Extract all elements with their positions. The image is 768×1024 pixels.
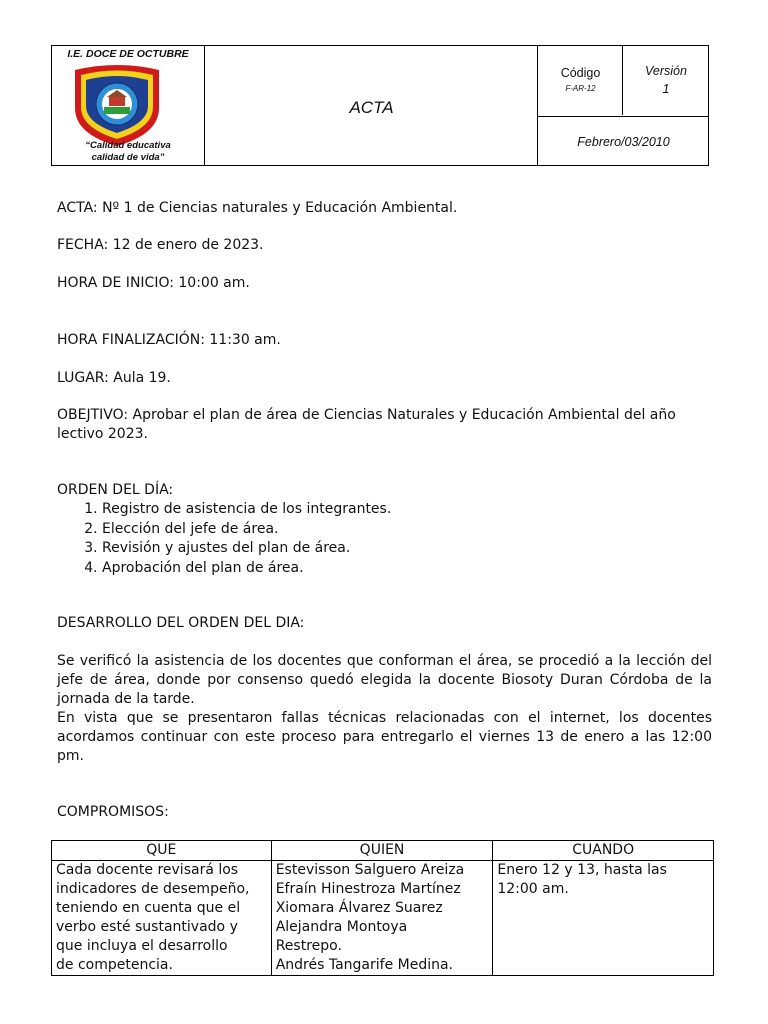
column-header-que: QUE: [52, 841, 272, 861]
desarrollo-paragraph-2: En vista que se presentaron fallas técnicas relacionadas con el internet, los docentes acordamos continuar con este proceso para entregarlo el viernes 13 de enero a las 12:00 pm.: [57, 710, 712, 764]
acta-line: ACTA: Nº 1 de Ciencias naturales y Educación Ambiental.: [57, 200, 458, 216]
desarrollo-paragraph-1: Se verificó la asistencia de los docentes que conforman el área, se procedió a la lección del jefe de área, donde por consenso quedó elegida la docente Biosoty Duran Córdoba de la jornada de la tarde.: [57, 653, 712, 707]
orden-item: 1. Registro de asistencia de los integrantes.: [102, 500, 391, 520]
table-header-row: [52, 841, 714, 861]
orden-item: 4. Aprobación del plan de área.: [102, 559, 391, 579]
hora-inicio-line: HORA DE INICIO: 10:00 am.: [57, 275, 250, 291]
orden-item: 3. Revisión y ajustes del plan de área.: [102, 539, 391, 559]
table-row: [52, 861, 714, 976]
version-label: Versión: [645, 64, 687, 78]
version-value: 1: [662, 82, 670, 96]
objetivo-paragraph: OBEJTIVO: Aprobar el plan de área de Ciencias Naturales y Educación Ambiental del año lectivo 2023.: [57, 407, 676, 442]
header-table: [51, 45, 709, 166]
code-label: Código: [560, 66, 601, 80]
column-header-cuando: CUANDO: [493, 841, 714, 861]
cell-que: Cada docente revisará los indicadores de desempeño, teniendo en cuenta que el verbo esté sustantivado y que incluya el desarrollo de competencia.: [52, 861, 272, 976]
code-value: F-AR-12: [565, 84, 596, 93]
column-header-quien: QUIEN: [271, 841, 493, 861]
school-motto: “Calidad educativa calidad de vida”: [85, 140, 171, 163]
desarrollo-title: DESARROLLO DEL ORDEN DEL DIA:: [57, 615, 305, 631]
school-shield-logo: [71, 62, 163, 148]
lugar-line: LUGAR: Aula 19.: [57, 370, 171, 386]
header-date: Febrero/03/2010: [577, 135, 670, 149]
cell-quien: Estevisson Salguero Areiza Efraín Hinestroza Martínez Xiomara Álvarez Suarez Alejandra Montoya Restrepo. Andrés Tangarife Medina.: [271, 861, 493, 976]
school-name: I.E. DOCE DE OCTUBRE: [67, 48, 189, 60]
orden-title: ORDEN DEL DÍA:: [57, 482, 174, 498]
cell-cuando: Enero 12 y 13, hasta las 12:00 am.: [493, 861, 714, 976]
compromisos-table: [51, 840, 714, 976]
orden-item: 2. Elección del jefe de área.: [102, 520, 391, 540]
compromisos-title: COMPROMISOS:: [57, 804, 169, 820]
orden-list: [78, 500, 391, 578]
hora-fin-line: HORA FINALIZACIÓN: 11:30 am.: [57, 332, 281, 348]
document-title: ACTA: [349, 97, 394, 117]
fecha-line: FECHA: 12 de enero de 2023.: [57, 237, 264, 253]
